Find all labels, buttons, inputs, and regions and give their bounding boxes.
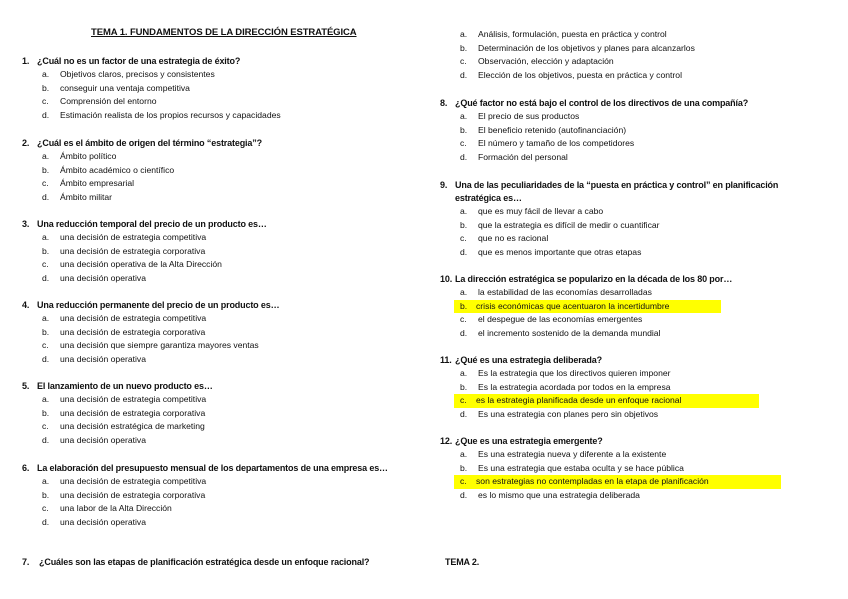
question-number: 8. — [440, 98, 448, 108]
option-c-highlighted: c. son estrategias no contempladas en la etapa de planificación — [440, 475, 781, 489]
option-a: a. Objetivos claros, precisos y consistentes — [42, 69, 215, 79]
question-10 — [440, 273, 732, 340]
question-text: El lanzamiento de un nuevo producto es… — [37, 381, 213, 391]
option-a: a. la estabilidad de las economías desarrolladas — [460, 287, 652, 297]
question-1 — [22, 55, 281, 122]
question-text: ¿Que es una estrategia emergente? — [455, 436, 603, 446]
question-text: Una reducción temporal del precio de un producto es… — [37, 219, 267, 229]
option-d: d. que es menos importante que otras etapas — [460, 246, 642, 257]
question-number: 10. — [440, 274, 453, 284]
option-c: c. Observación, elección y adaptación — [460, 56, 614, 67]
option-a: a. una decisión de estrategia competitiva — [42, 313, 207, 323]
option-b: b. Es la estrategia acordada por todos en la empresa — [460, 381, 671, 392]
question-12 — [440, 435, 781, 502]
option-c: c. el despegue de las economías emergentes — [460, 314, 643, 325]
question-7 — [22, 557, 369, 567]
question-4 — [22, 299, 279, 366]
option-d: d. una decisión operativa — [42, 516, 146, 527]
question-text: Una de las peculiaridades de la “puesta en práctica y control” en planificación estratégica es… — [455, 180, 779, 203]
question-number: 9. — [440, 180, 448, 190]
option-b: b. El beneficio retenido (autofinanciación) — [460, 124, 627, 135]
option-b: b. conseguir una ventaja competitiva — [42, 82, 190, 93]
question-number: 3. — [22, 219, 30, 229]
question-text: ¿Cuáles son las etapas de planificación estratégica desde un enfoque racional? — [39, 557, 370, 567]
option-a: a. Es la estrategia que los directivos quieren imponer — [460, 368, 671, 378]
option-a: a. Es una estrategia nueva y diferente a la existente — [460, 449, 667, 459]
question-text: Una reducción permanente del precio de un producto es… — [37, 300, 280, 310]
option-d: d. Es una estrategia con planes pero sin objetivos — [460, 408, 659, 419]
question-text: La dirección estratégica se popularizo en la década de los 80 por… — [455, 274, 733, 284]
option-b-highlighted: b. crisis económicas que acentuaron la incertidumbre — [440, 300, 732, 314]
question-3 — [22, 218, 267, 285]
option-a: a. que es muy fácil de llevar a cabo — [460, 206, 604, 216]
question-number: 7. — [22, 557, 30, 567]
question-text: La elaboración del presupuesto mensual de los departamentos de una empresa es… — [37, 463, 388, 473]
option-d: d. Formación del personal — [460, 151, 568, 162]
question-8 — [440, 97, 748, 164]
option-d: d. una decisión operativa — [42, 434, 146, 445]
option-a: a. El precio de sus productos — [460, 111, 580, 121]
option-d: d. Elección de los objetivos, puesta en práctica y control — [460, 69, 682, 80]
option-a: a. una decisión de estrategia competitiva — [42, 394, 207, 404]
question-2 — [22, 137, 262, 204]
option-c: c. que no es racional — [460, 233, 549, 244]
question-7-options — [440, 28, 695, 82]
option-b: b. una decisión de estrategia corporativa — [42, 245, 206, 256]
question-6 — [22, 462, 388, 529]
question-number: 5. — [22, 381, 30, 391]
option-b: b. Es una estrategia que estaba oculta y se hace pública — [460, 462, 684, 473]
option-c: c. Comprensión del entorno — [42, 96, 157, 107]
option-c: c. una labor de la Alta Dirección — [42, 503, 172, 514]
option-d: d. una decisión operativa — [42, 272, 146, 283]
option-c-highlighted: c. es la estrategia planificada desde un enfoque racional — [440, 394, 759, 408]
question-11 — [440, 354, 759, 421]
option-b: b. que la estrategia es difícil de medir o cuantificar — [460, 219, 660, 230]
option-d: d. una decisión operativa — [42, 353, 146, 364]
question-number: 11. — [440, 355, 452, 365]
option-d: d. es lo mismo que una estrategia deliberada — [460, 489, 640, 500]
option-a: a. una decisión de estrategia competitiva — [42, 232, 207, 242]
question-number: 6. — [22, 463, 30, 473]
option-c: c. Ámbito empresarial — [42, 178, 135, 189]
option-b: b. una decisión de estrategia corporativa — [42, 326, 206, 337]
option-b: b. una decisión de estrategia corporativa — [42, 489, 206, 500]
option-d: d. Estimación realista de los propios recursos y capacidades — [42, 109, 281, 120]
question-5 — [22, 380, 213, 447]
option-a: a. una decisión de estrategia competitiva — [42, 476, 207, 486]
question-9 — [440, 179, 815, 259]
option-c: c. una decisión estratégica de marketing — [42, 421, 205, 432]
option-a: a. Ámbito político — [42, 151, 117, 161]
option-a: a. Análisis, formulación, puesta en práctica y control — [460, 29, 667, 39]
section-heading-tema-2: TEMA 2. — [445, 557, 480, 567]
option-b: b. Determinación de los objetivos y planes para alcanzarlos — [460, 42, 695, 53]
option-c: c. una decisión que siempre garantiza mayores ventas — [42, 340, 259, 351]
question-text: ¿Qué factor no está bajo el control de los directivos de una compañía? — [455, 98, 749, 108]
option-b: b. una decisión de estrategia corporativa — [42, 407, 206, 418]
question-text: ¿Cuál es el ámbito de origen del término “estrategia”? — [37, 138, 262, 148]
question-text: ¿Qué es una estrategia deliberada? — [455, 355, 602, 365]
option-d: d. el incremento sostenido de la demanda mundial — [460, 327, 661, 338]
question-number: 1. — [22, 56, 30, 66]
option-c: c. El número y tamaño de los competidores — [460, 138, 635, 149]
question-text: ¿Cuál no es un factor de una estrategia de éxito? — [37, 56, 241, 66]
option-d: d. Ámbito militar — [42, 191, 113, 202]
question-number: 4. — [22, 300, 30, 310]
question-number: 12. — [440, 436, 453, 446]
page-title: TEMA 1. FUNDAMENTOS DE LA DIRECCIÓN ESTRATÉGICA — [91, 27, 357, 38]
option-c: c. una decisión operativa de la Alta Dirección — [42, 259, 222, 270]
question-number: 2. — [22, 138, 30, 148]
option-b: b. Ámbito académico o científico — [42, 164, 175, 175]
